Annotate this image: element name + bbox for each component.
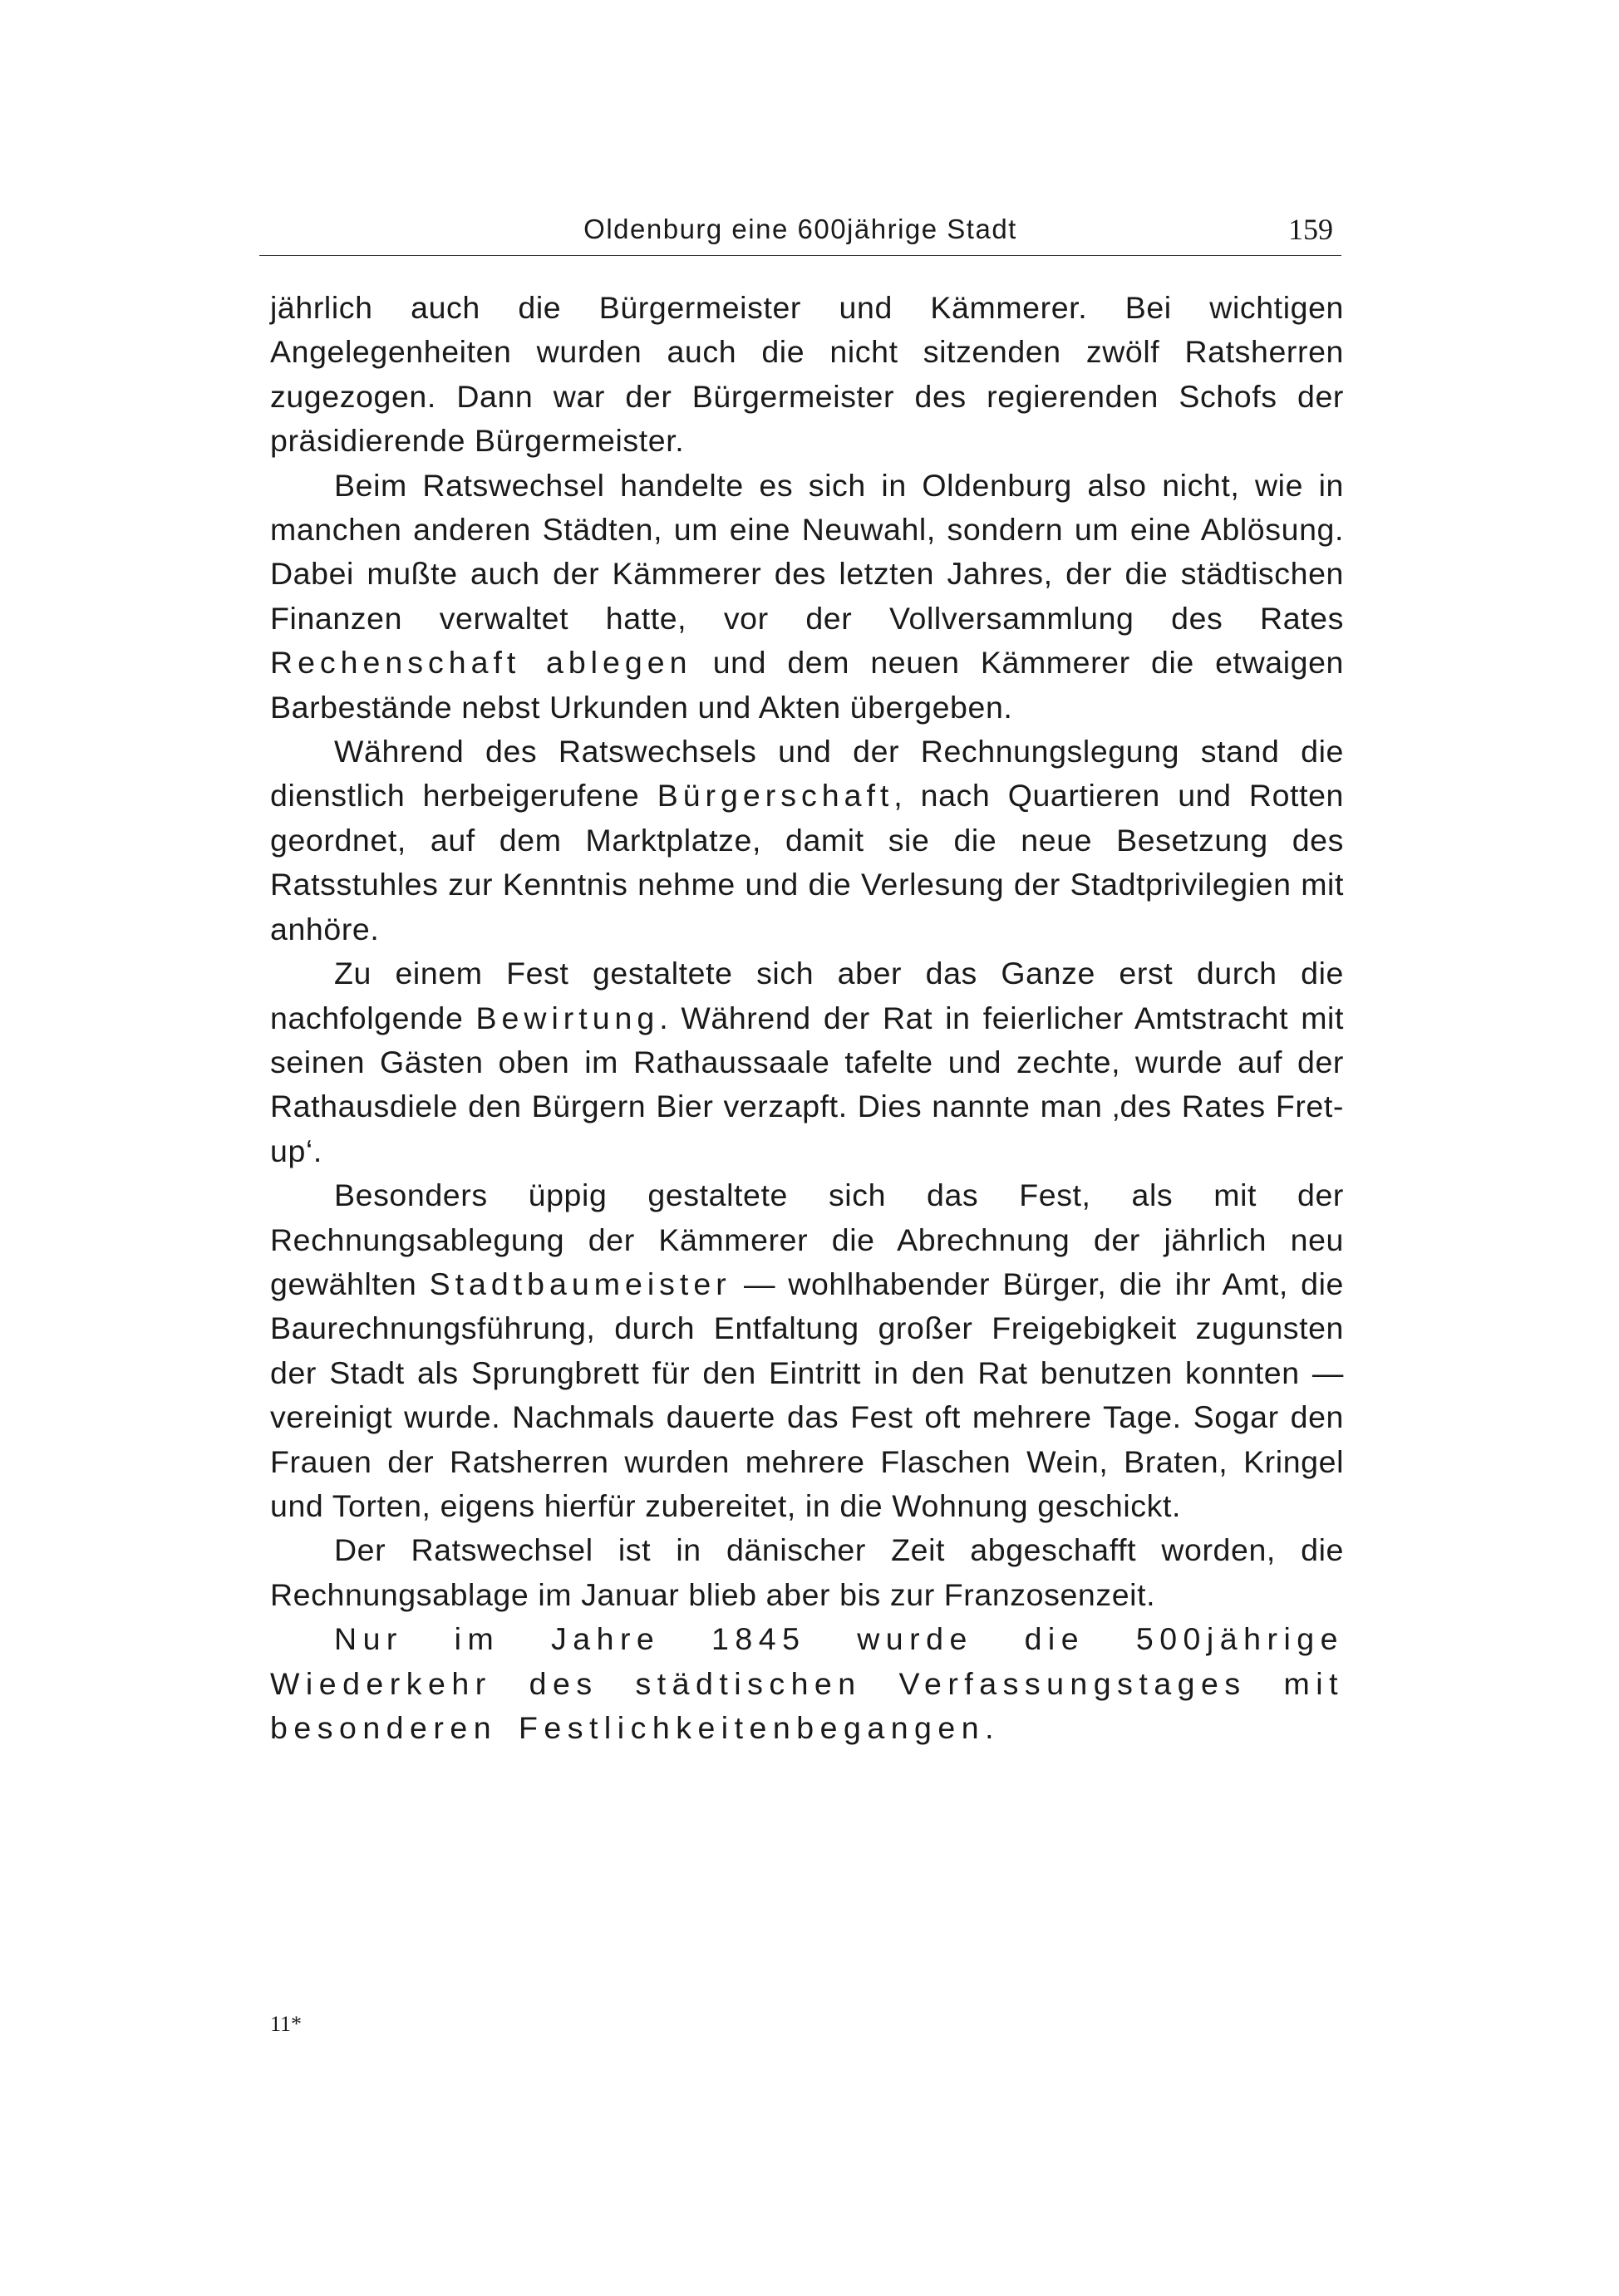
paragraph-6: [270, 1528, 1344, 1617]
header-rule: [259, 255, 1341, 256]
paragraph-4-text-a: Zu einem Fest gestaltete sich aber das Ganze erst durch die nachfolgende: [270, 956, 1344, 1035]
paragraph-1-text: jährlich auch die Bürgermeister und Kämmerer. Bei wichtigen Angelegenheiten wurden auch die nicht sitzenden zwölf Ratsherren zugezogen. Dann war der Bürgermeister des regierenden Schofs der präsidierende Bürgermeister.: [270, 290, 1344, 459]
paragraph-3-text-a: Während des Ratswechsels und der Rechnungslegung stand die dienstlich herbeigerufene: [270, 734, 1344, 814]
paragraph-5: [270, 1173, 1344, 1528]
paragraph-3-text-b: , nach Quartieren und Rotten geordnet, auf dem Marktplatze, damit sie die neue Besetzung des Ratsstuhles zur Kenntnis nehme und die Verlesung der Stadtprivilegien mit anhöre.: [270, 778, 1344, 946]
emphasis-rechenschaft-ablegen: Rechenschaft ablegen: [270, 645, 692, 681]
paragraph-4-text-b: . Während der Rat in feierlicher Amtstracht mit seinen Gästen oben im Rathaussaale tafelte und zechte, wurde auf der Rathausdiele den Bürgern Bier verzapft. Dies nannte man ‚des Rates Fret-up‘.: [270, 1000, 1345, 1168]
paragraph-5-text-b: — wohlhabender Bürger, die ihr Amt, die Baurechnungsführung, durch Entfaltung großer Freigebigkeit zugunsten der Stadt als Sprungbrett für den Eintritt in den Rat benutzen konnten — vereinigt wurde. Nachmals dauerte das Fest oft mehrere Tage. Sogar den Frauen der Ratsherren wurden mehrere Flaschen Wein, Braten, Kringel und Torten, eigens hierfür zubereitet, in die Wohnung geschickt.: [270, 1266, 1345, 1523]
paragraph-2-text-b: und dem neuen Kämmerer die etwaigen Barbestände nebst Urkunden und Akten übergeben.: [270, 645, 1345, 725]
running-title: Oldenburg eine 600jährige Stadt: [583, 214, 1017, 244]
body-text: [270, 286, 1344, 1750]
paragraph-3: [270, 730, 1344, 951]
running-head: [259, 208, 1341, 251]
sheet-signature: 11*: [270, 2012, 303, 2036]
paragraph-2: [270, 464, 1344, 730]
paragraph-4: [270, 951, 1344, 1173]
paragraph-1: [270, 286, 1344, 464]
paragraph-5-text-a: Besonders üppig gestaltete sich das Fest, als mit der Rechnungsablegung der Kämmerer die Abrechnung der jährlich neu gewählten: [270, 1177, 1344, 1301]
paragraph-6-text: Der Ratswechsel ist in dänischer Zeit abgeschafft worden, die Rechnungsablage im Januar blieb aber bis zur Franzosenzeit.: [270, 1532, 1344, 1612]
paragraph-7: [270, 1617, 1344, 1750]
paragraph-2-text-a: Beim Ratswechsel handelte es sich in Oldenburg also nicht, wie in manchen anderen Städten, um eine Neuwahl, sondern um eine Ablösung. Dabei mußte auch der Kämmerer des letzten Jahres, der die städtischen Finanzen verwaltet hatte, vor der Vollversammlung des Rates: [270, 467, 1344, 636]
emphasis-bewirtung: Bewirtung: [475, 1000, 660, 1035]
page-number: 159: [1288, 213, 1333, 246]
emphasis-buergerschaft: Bürgerschaft: [657, 778, 894, 814]
paragraph-7-text: Nur im Jahre 1845 wurde die 500jährige Wiederkehr des städtischen Verfassungstages mit besonderen Festlichkeitenbegangen.: [270, 1621, 1344, 1745]
emphasis-stadtbaumeister: Stadtbaumeister: [429, 1266, 731, 1301]
